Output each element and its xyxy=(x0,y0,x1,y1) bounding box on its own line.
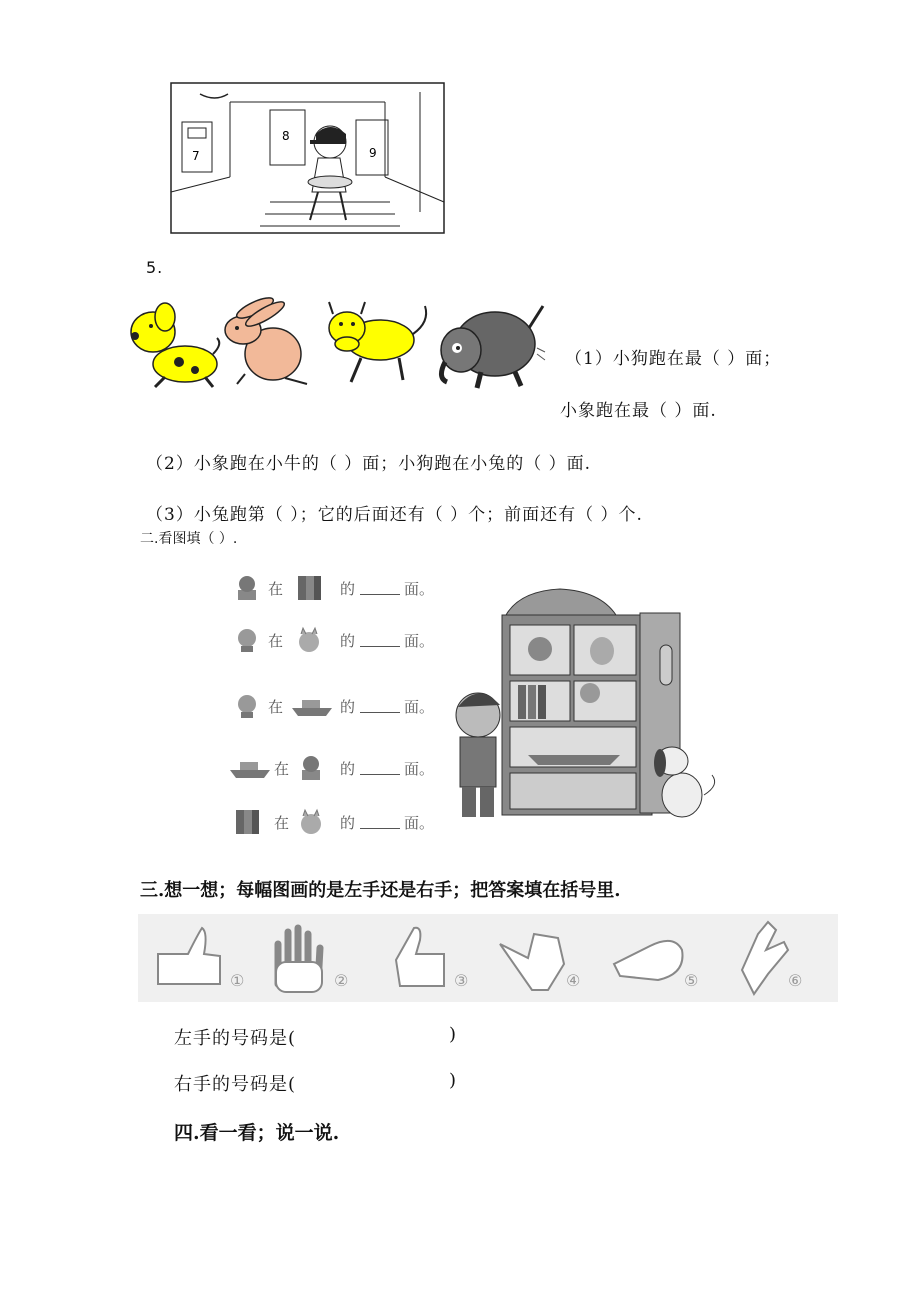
question-5-line-2: 小象跑在最（ ）面. xyxy=(560,401,717,421)
fill-row-4 xyxy=(228,754,442,784)
hand-fist-point-icon xyxy=(614,941,683,980)
section-2-title: 二.看图填（ ）. xyxy=(140,531,238,547)
flowerpot-icon xyxy=(296,754,326,782)
boy-icon xyxy=(456,693,500,817)
cat-icon xyxy=(296,808,326,836)
section-4-title: 四.看一看；说一说. xyxy=(174,1122,340,1144)
hand-crossed-fingers-icon xyxy=(742,922,788,994)
left-hand-label: 左手的号码是( xyxy=(174,1028,297,1049)
left-hand-answer-field[interactable] xyxy=(310,1022,446,1046)
right-hand-close-paren: ) xyxy=(449,1070,458,1091)
fill-row-4-zai: 在 xyxy=(274,760,290,778)
svg-text:8: 8 xyxy=(282,129,290,143)
fill-row-2-de: 的 xyxy=(340,632,356,650)
svg-text:7: 7 xyxy=(192,149,200,163)
fill-row-3-mian: 面。 xyxy=(404,698,435,716)
section-3-title: 三.想一想；每幅图画的是左手还是右手；把答案填在括号里. xyxy=(140,880,621,901)
hand-thumbs-up-icon xyxy=(158,928,220,984)
question-5-line-1: （1）小狗跑在最（ ）面； xyxy=(565,349,782,369)
hand-number-1: ① xyxy=(230,971,245,990)
cat-icon xyxy=(294,626,324,654)
fill-row-2-zai: 在 xyxy=(268,632,284,650)
question-5-line-4: （3）小兔跑第（ ）；它的后面还有（ ）个；前面还有（ ）个. xyxy=(146,505,643,525)
hand-thumbs-up-side-icon xyxy=(396,928,444,986)
right-hand-answer-field[interactable] xyxy=(310,1068,446,1092)
hand-open-palm-icon xyxy=(276,928,322,992)
fill-row-5-mian: 面。 xyxy=(404,814,435,832)
fill-row-5 xyxy=(232,808,442,838)
fill-row-1-zai: 在 xyxy=(268,580,284,598)
clock-icon xyxy=(232,626,262,654)
fill-row-3-de: 的 xyxy=(340,698,356,716)
fill-row-5-zai: 在 xyxy=(274,814,290,832)
fill-row-5-de: 的 xyxy=(340,814,356,832)
fill-row-3-blank[interactable] xyxy=(360,712,400,713)
fill-row-1-blank[interactable] xyxy=(360,594,400,595)
bookshelf-picture xyxy=(450,585,730,845)
fill-row-3 xyxy=(232,692,442,722)
question-5-line-3: （2）小象跑在小牛的（ ）面；小狗跑在小兔的（ ）面. xyxy=(146,454,592,474)
fill-row-4-mian: 面。 xyxy=(404,760,435,778)
books-icon xyxy=(294,574,324,602)
dog-icon xyxy=(131,303,219,387)
ship-icon xyxy=(228,754,272,782)
hand-pointing-icon xyxy=(500,934,564,990)
hallway-picture xyxy=(170,82,445,234)
fill-row-5-blank[interactable] xyxy=(360,828,400,829)
hand-number-3: ③ xyxy=(454,971,469,990)
ship-icon xyxy=(290,692,334,720)
fill-row-2-blank[interactable] xyxy=(360,646,400,647)
clock-icon xyxy=(232,692,262,720)
race-animals xyxy=(125,292,550,392)
books-icon xyxy=(232,808,262,836)
left-hand-close-paren: ) xyxy=(449,1024,458,1045)
svg-text:9: 9 xyxy=(369,146,377,160)
ox-icon xyxy=(329,302,426,382)
hallway-drawing xyxy=(170,82,445,234)
hand-number-6: ⑥ xyxy=(788,971,803,990)
flowerpot-icon xyxy=(232,574,262,602)
hand-number-5: ⑤ xyxy=(684,971,699,990)
elephant-icon xyxy=(441,306,545,388)
fill-row-1-mian: 面。 xyxy=(404,580,435,598)
fill-row-1-de: 的 xyxy=(340,580,356,598)
right-hand-label: 右手的号码是( xyxy=(174,1074,297,1095)
fill-row-1 xyxy=(232,574,442,604)
question-5-number: 5. xyxy=(146,258,164,277)
fill-row-2 xyxy=(232,626,442,656)
fill-row-4-blank[interactable] xyxy=(360,774,400,775)
fill-row-3-zai: 在 xyxy=(268,698,284,716)
bookshelf-icon xyxy=(502,589,680,815)
rabbit-icon xyxy=(225,294,307,384)
fill-row-2-mian: 面。 xyxy=(404,632,435,650)
hand-number-2: ② xyxy=(334,971,349,990)
hand-number-4: ④ xyxy=(566,971,581,990)
hands-strip xyxy=(138,914,838,1002)
fill-row-4-de: 的 xyxy=(340,760,356,778)
